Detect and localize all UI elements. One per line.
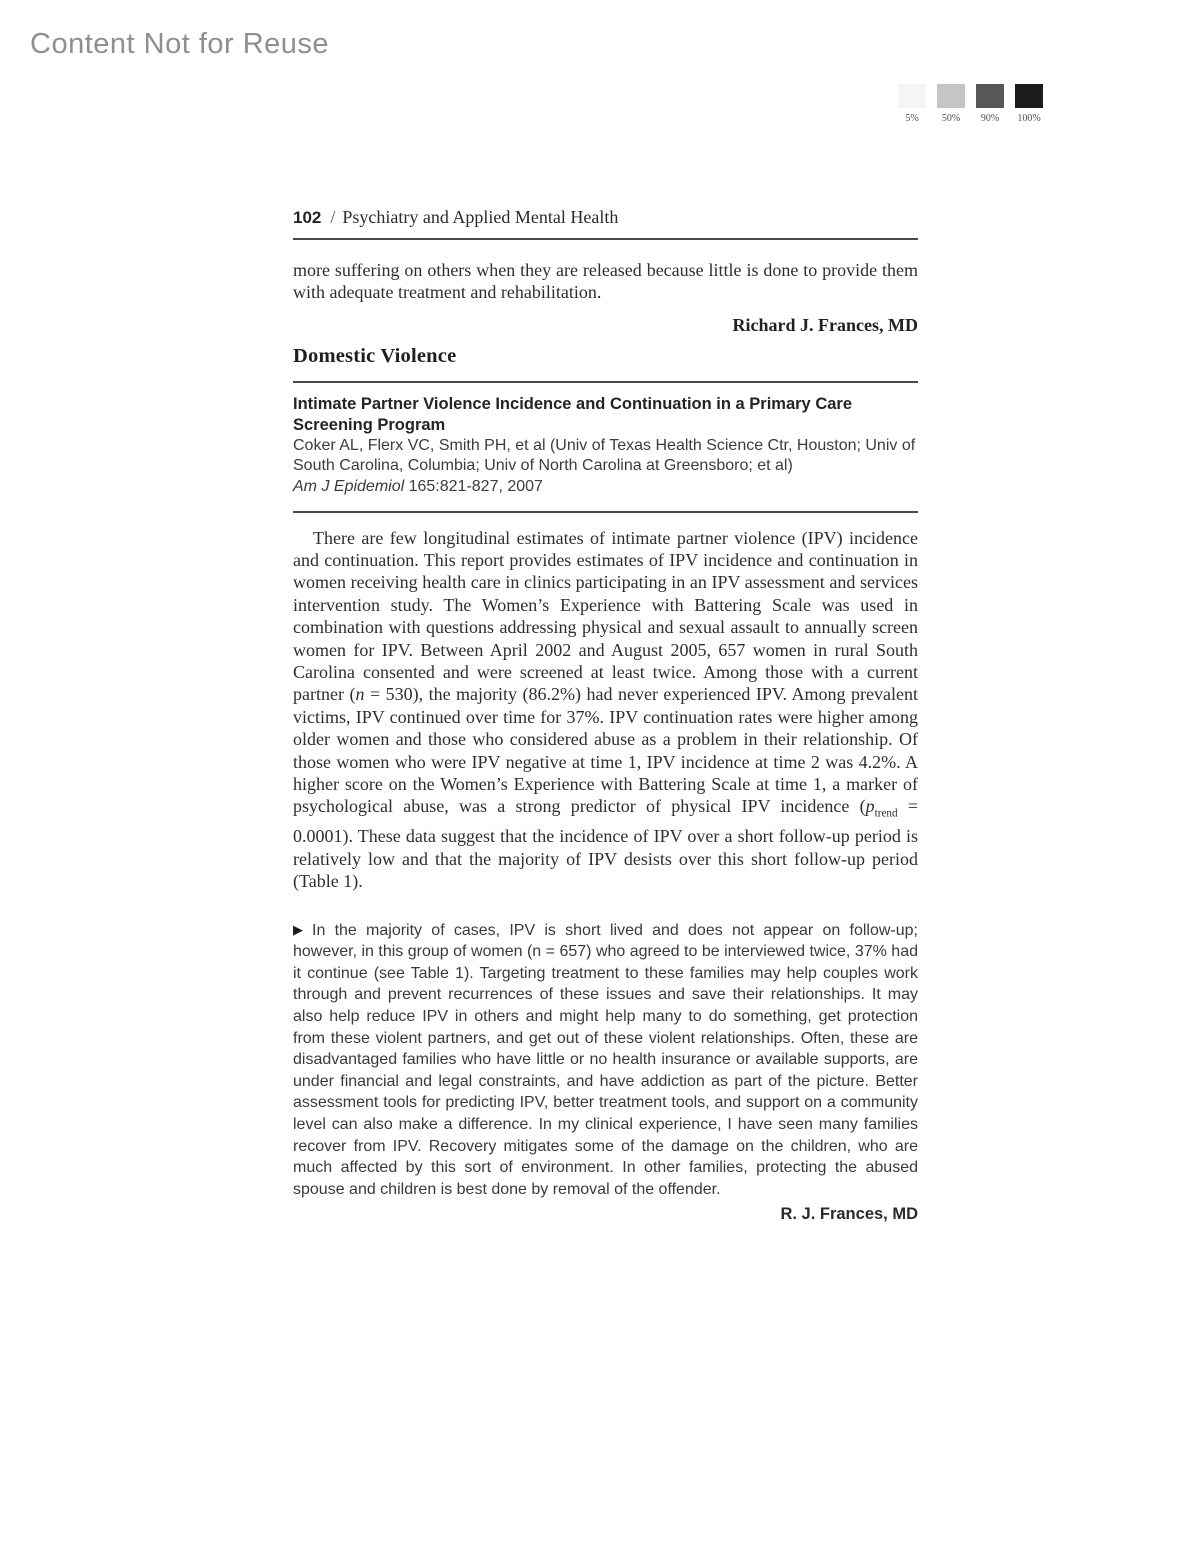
section-heading: Domestic Violence [293, 344, 457, 367]
article-authors: Coker AL, Flerx VC, Smith PH, et al (Univ of Texas Health Science Ctr, Houston; Univ of South Carolina, Columbia; Univ of North Carolina at Greensboro; et al) [293, 436, 916, 475]
gray-swatch-50 [937, 84, 965, 108]
article-title: Intimate Partner Violence Incidence and Continuation in a Primary Care Screening Program [293, 394, 853, 434]
citation-details: 165:821-827, 2007 [404, 478, 543, 495]
watermark-text: Content Not for Reuse [30, 28, 330, 60]
divider-rule [293, 238, 918, 240]
pointer-triangle-icon: ▶ [293, 921, 303, 937]
calibration-cell [898, 84, 926, 124]
text-column [293, 206, 918, 1224]
swatch-label: 90% [980, 113, 1000, 124]
running-head-title: Psychiatry and Applied Mental Health [342, 207, 619, 227]
intro-signature: Richard J. Frances, MD [732, 314, 918, 335]
swatch-label: 5% [905, 113, 919, 124]
page-number: 102 [293, 208, 322, 227]
commentary-text: In the majority of cases, IPV is short lived and does not appear on follow-up; however, in this group of women (n = 657) who agreed to be interviewed twice, 37% had it continue (see Table 1). Targeting treatment to these families may help couples work through and prevent recurrences of these issues and save their relationships. It may also help reduce IPV in others and might help many to do something, get protection from these violent partners, and get out of these violent relationships. Often, these are disadvantaged families who have little or no health insurance or available supports, are under financial and legal constraints, and have addiction as part of the picture. Better assessment tools for predicting IPV, better treatment tools, and support on a community level can also make a difference. In my clinical experience, I have seen many families recover from IPV. Recovery mitigates some of the damage on the children, who are much affected by this sort of environment. In other families, protecting the abused spouse and children is best done by removal of the offender. [293, 921, 918, 1198]
gray-swatch-5 [898, 84, 926, 108]
divider-rule [293, 381, 918, 383]
gray-swatch-100 [1015, 84, 1043, 108]
article-citation [293, 477, 918, 498]
calibration-cell [1015, 84, 1043, 124]
grayscale-calibration-bar [898, 84, 1043, 124]
running-head [293, 206, 918, 229]
commentary-signature: R. J. Frances, MD [780, 1205, 918, 1224]
commentary-paragraph [293, 920, 918, 1201]
divider-rule [293, 511, 918, 513]
swatch-label: 50% [941, 113, 961, 124]
swatch-label: 100% [1017, 113, 1041, 124]
running-head-separator: / [330, 207, 336, 227]
intro-paragraph: more suffering on others when they are released because little is done to provide them with adequate treatment and rehabilitation. [293, 260, 918, 303]
calibration-cell [937, 84, 965, 124]
abstract-paragraph: There are few longitudinal estimates of intimate partner violence (IPV) incidence and continuation. This report provides estimates of IPV incidence and continuation in women receiving health care in clinics participating in an IPV assessment and services intervention study. The Women’s Experience with Battering Scale was used in combination with questions addressing physical and sexual assault to annually screen women for IPV. Between April 2002 and August 2005, 657 women in rural South Carolina consented and were screened at least twice. Among those with a current partner (n = 530), the majority (86.2%) had never experienced IPV. Among prevalent victims, IPV continued over time for 37%. IPV continuation rates were higher among older women and those who considered abuse as a problem in their relationship. Of those women who were IPV negative at time 1, IPV incidence at time 2 was 4.2%. A higher score on the Women’s Experience with Battering Scale at time 1, a marker of psychological abuse, was a strong predictor of physical IPV incidence $(p_{trend} = 0.0001)$. These data suggest that the incidence of IPV over a short follow-up period is relatively low and that the majority of IPV desists over this short follow-up period (Table 1). [293, 527, 918, 892]
gray-swatch-90 [976, 84, 1004, 108]
calibration-cell [976, 84, 1004, 124]
journal-name: Am J Epidemiol [293, 478, 405, 495]
